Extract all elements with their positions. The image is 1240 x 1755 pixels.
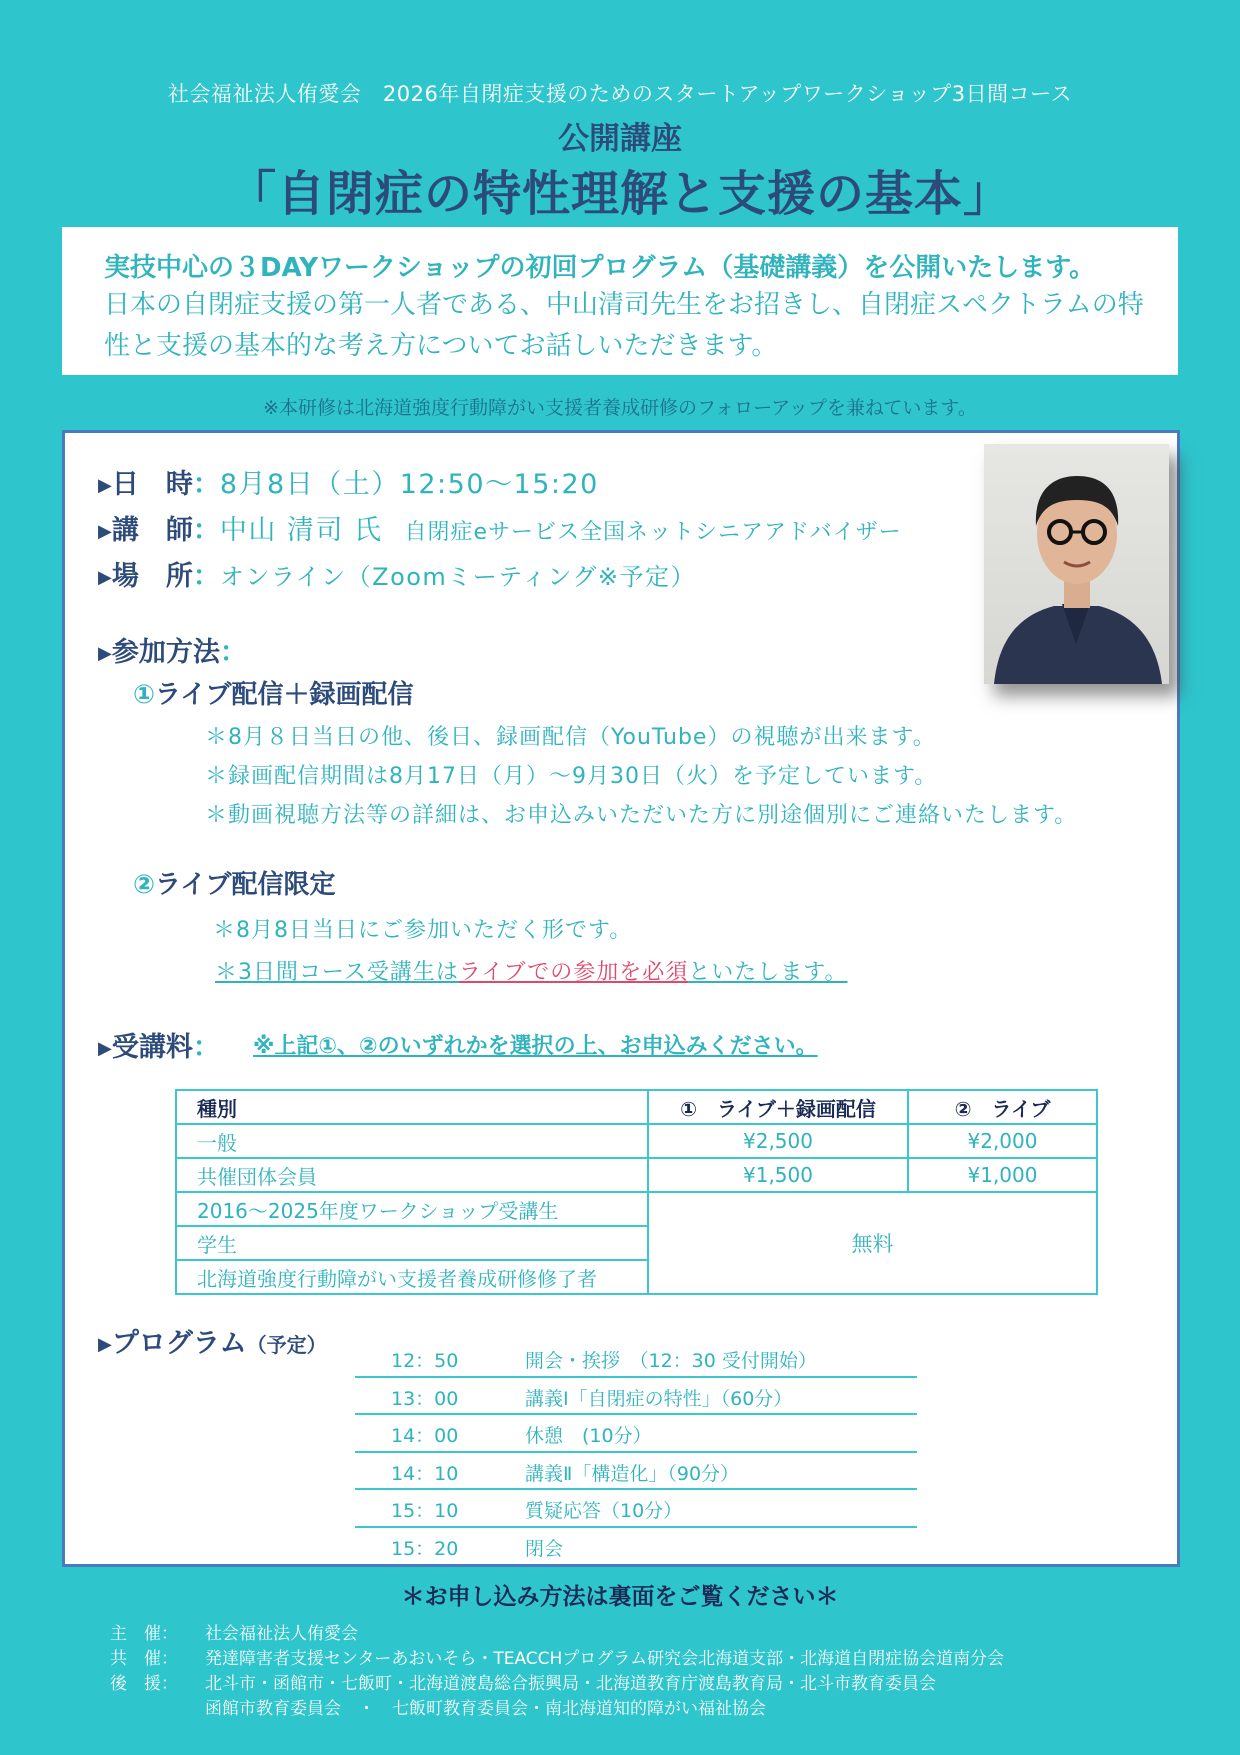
support-line-2 xyxy=(110,1694,766,1719)
program-label: プログラム xyxy=(111,1328,247,1359)
place-value: オンライン（Zoomミーティング※予定） xyxy=(219,563,697,591)
price-cell: ¥2,500 xyxy=(648,1124,908,1158)
participation-label: 参加方法 xyxy=(111,637,220,668)
apply-note: ＊お申し込み方法は裏面をご覧ください＊ xyxy=(401,1584,839,1610)
subtitle: 公開講座 xyxy=(558,121,682,157)
fee-table xyxy=(175,1089,1098,1295)
table-row xyxy=(176,1158,1097,1192)
program-heading xyxy=(98,1321,327,1360)
fee-label: 受講料 xyxy=(111,1032,193,1063)
option-2-bullet-2-post: といたします。 xyxy=(688,960,848,985)
list-item xyxy=(355,1340,917,1378)
required-live-text: ライブでの参加を必須 xyxy=(458,960,689,985)
intro-box xyxy=(62,227,1178,375)
option-2-label: ライブ配信限定 xyxy=(155,870,336,900)
support-text-2: 函館市教育委員会 ・ 七飯町教育委員会・南北海道知的障がい福祉協会 xyxy=(205,1699,766,1719)
option-1-bullet-2: ＊録画配信期間は8月17日（月）〜9月30日（火）を予定しています。 xyxy=(205,764,938,789)
support-label: 後 援： xyxy=(110,1674,178,1694)
option-2-bullet-2 xyxy=(215,955,848,986)
list-item xyxy=(355,1415,917,1453)
intro-text: 日本の自閉症支援の第一人者である、中山清司先生をお招きし、自閉症スペクトラムの特性と支援の基本的な考え方についてお話しいただきます。 xyxy=(104,290,1144,361)
triangle-bullet-icon: ▶ xyxy=(98,475,112,496)
program-schedule xyxy=(355,1340,917,1563)
program-text: 休憩 (10分） xyxy=(525,1425,652,1447)
organizer-line: 社会福祉法人侑愛会 2026年自閉症支援のためのスタートアップワークショップ3日間コース xyxy=(167,82,1073,106)
follow-up-note: ※本研修は北海道強度行動障がい支援者養成研修のフォローアップを兼ねています。 xyxy=(263,397,977,419)
list-item xyxy=(355,1378,917,1416)
header-option-2: ② ライブ xyxy=(908,1090,1097,1124)
category-cell: 2016〜2025年度ワークショップ受講生 xyxy=(176,1192,648,1226)
table-row xyxy=(176,1124,1097,1158)
program-time: 14：00 xyxy=(391,1425,459,1447)
intro-lead: 実技中心の３DAYワークショップの初回プログラム（基礎講義）を公開いたします。 xyxy=(104,253,1096,283)
lecturer-row xyxy=(98,508,902,547)
date-label: 日 時 xyxy=(111,469,193,500)
price-cell: ¥2,000 xyxy=(908,1124,1097,1158)
program-time: 12：50 xyxy=(391,1350,459,1372)
free-cell: 無料 xyxy=(648,1192,1097,1294)
program-text: 開会・挨拶 （12：30 受付開始） xyxy=(525,1350,817,1372)
colon: ： xyxy=(192,561,220,592)
colon: ： xyxy=(219,637,247,668)
list-item xyxy=(355,1453,917,1491)
program-text: 閉会 xyxy=(525,1537,564,1560)
table-header-row xyxy=(176,1090,1097,1124)
cohost-line xyxy=(110,1644,1004,1669)
category-cell: 共催団体会員 xyxy=(176,1158,648,1192)
option-1-bullet-3: ＊動画視聴方法等の詳細は、お申込みいただいた方に別途個別にご連絡いたします。 xyxy=(205,803,1078,828)
option-2-title xyxy=(133,864,335,901)
place-label: 場 所 xyxy=(111,561,193,592)
option-1-label: ライブ配信＋録画配信 xyxy=(155,680,414,710)
program-time: 15：10 xyxy=(391,1500,459,1522)
triangle-bullet-icon: ▶ xyxy=(98,1334,112,1355)
triangle-bullet-icon: ▶ xyxy=(98,567,112,588)
host-label: 主 催： xyxy=(110,1624,178,1644)
colon: ： xyxy=(192,1032,220,1063)
option-2-bullet-1: ＊8月8日当日にご参加いただく形です。 xyxy=(213,918,633,943)
program-text: 講義Ⅱ「構造化」（90分） xyxy=(525,1462,740,1485)
program-time: 13：00 xyxy=(391,1387,459,1410)
option-1-number: ① xyxy=(133,680,156,710)
list-item xyxy=(355,1528,917,1564)
price-cell: ¥1,500 xyxy=(648,1158,908,1192)
participation-heading xyxy=(98,630,247,669)
option-1-bullet-1: ＊8月８日当日の他、後日、録画配信（YouTube）の視聴が出来ます。 xyxy=(205,725,936,750)
support-line xyxy=(110,1669,936,1694)
program-time: 14：10 xyxy=(391,1462,459,1485)
lecturer-title: 自閉症eサービス全国ネットシニアアドバイザー xyxy=(404,520,902,545)
price-cell: ¥1,000 xyxy=(908,1158,1097,1192)
lecturer-name: 中山 清司 氏 xyxy=(219,515,383,546)
option-2-number: ② xyxy=(133,870,156,900)
page-title: 「自閉症の特性理解と支援の基本」 xyxy=(227,166,1012,222)
cohost-label: 共 催： xyxy=(110,1649,178,1669)
option-1-title xyxy=(133,674,413,711)
lecturer-photo xyxy=(984,444,1169,684)
triangle-bullet-icon: ▶ xyxy=(98,643,112,664)
colon: ： xyxy=(192,469,220,500)
colon: ： xyxy=(192,515,220,546)
table-row xyxy=(176,1192,1097,1226)
fee-select-note: ※上記①、②のいずれかを選択の上、お申込みください。 xyxy=(253,1034,818,1059)
program-time: 15：20 xyxy=(391,1537,459,1560)
category-cell: 北海道強度行動障がい支援者養成研修修了者 xyxy=(176,1260,648,1294)
option-2-bullet-2-pre: ＊3日間コース受講生は xyxy=(215,960,459,985)
triangle-bullet-icon: ▶ xyxy=(98,1038,112,1059)
cohost-text: 発達障害者支援センターあおいそら・TEACCHプログラム研究会北海道支部・北海道自閉症協会道南分会 xyxy=(205,1649,1005,1669)
program-label-note: （予定） xyxy=(246,1333,327,1357)
triangle-bullet-icon: ▶ xyxy=(98,521,112,542)
header-category: 種別 xyxy=(176,1090,648,1124)
category-cell: 一般 xyxy=(176,1124,648,1158)
list-item xyxy=(355,1490,917,1528)
header-option-1: ① ライブ＋録画配信 xyxy=(648,1090,908,1124)
support-text-1: 北斗市・函館市・七飯町・北海道渡島総合振興局・北海道教育庁渡島教育局・北斗市教育委員会 xyxy=(205,1674,936,1694)
fee-heading xyxy=(98,1025,242,1064)
date-row xyxy=(98,462,599,501)
host-line xyxy=(110,1619,358,1644)
program-text: 質疑応答（10分） xyxy=(525,1500,683,1522)
date-value: 8月8日（土）12:50〜15:20 xyxy=(219,469,599,500)
place-row xyxy=(98,554,696,593)
category-cell: 学生 xyxy=(176,1226,648,1260)
host-text: 社会福祉法人侑愛会 xyxy=(205,1624,358,1644)
program-text: 講義Ⅰ「自閉症の特性」（60分） xyxy=(525,1387,793,1410)
lecturer-label: 講 師 xyxy=(111,515,193,546)
